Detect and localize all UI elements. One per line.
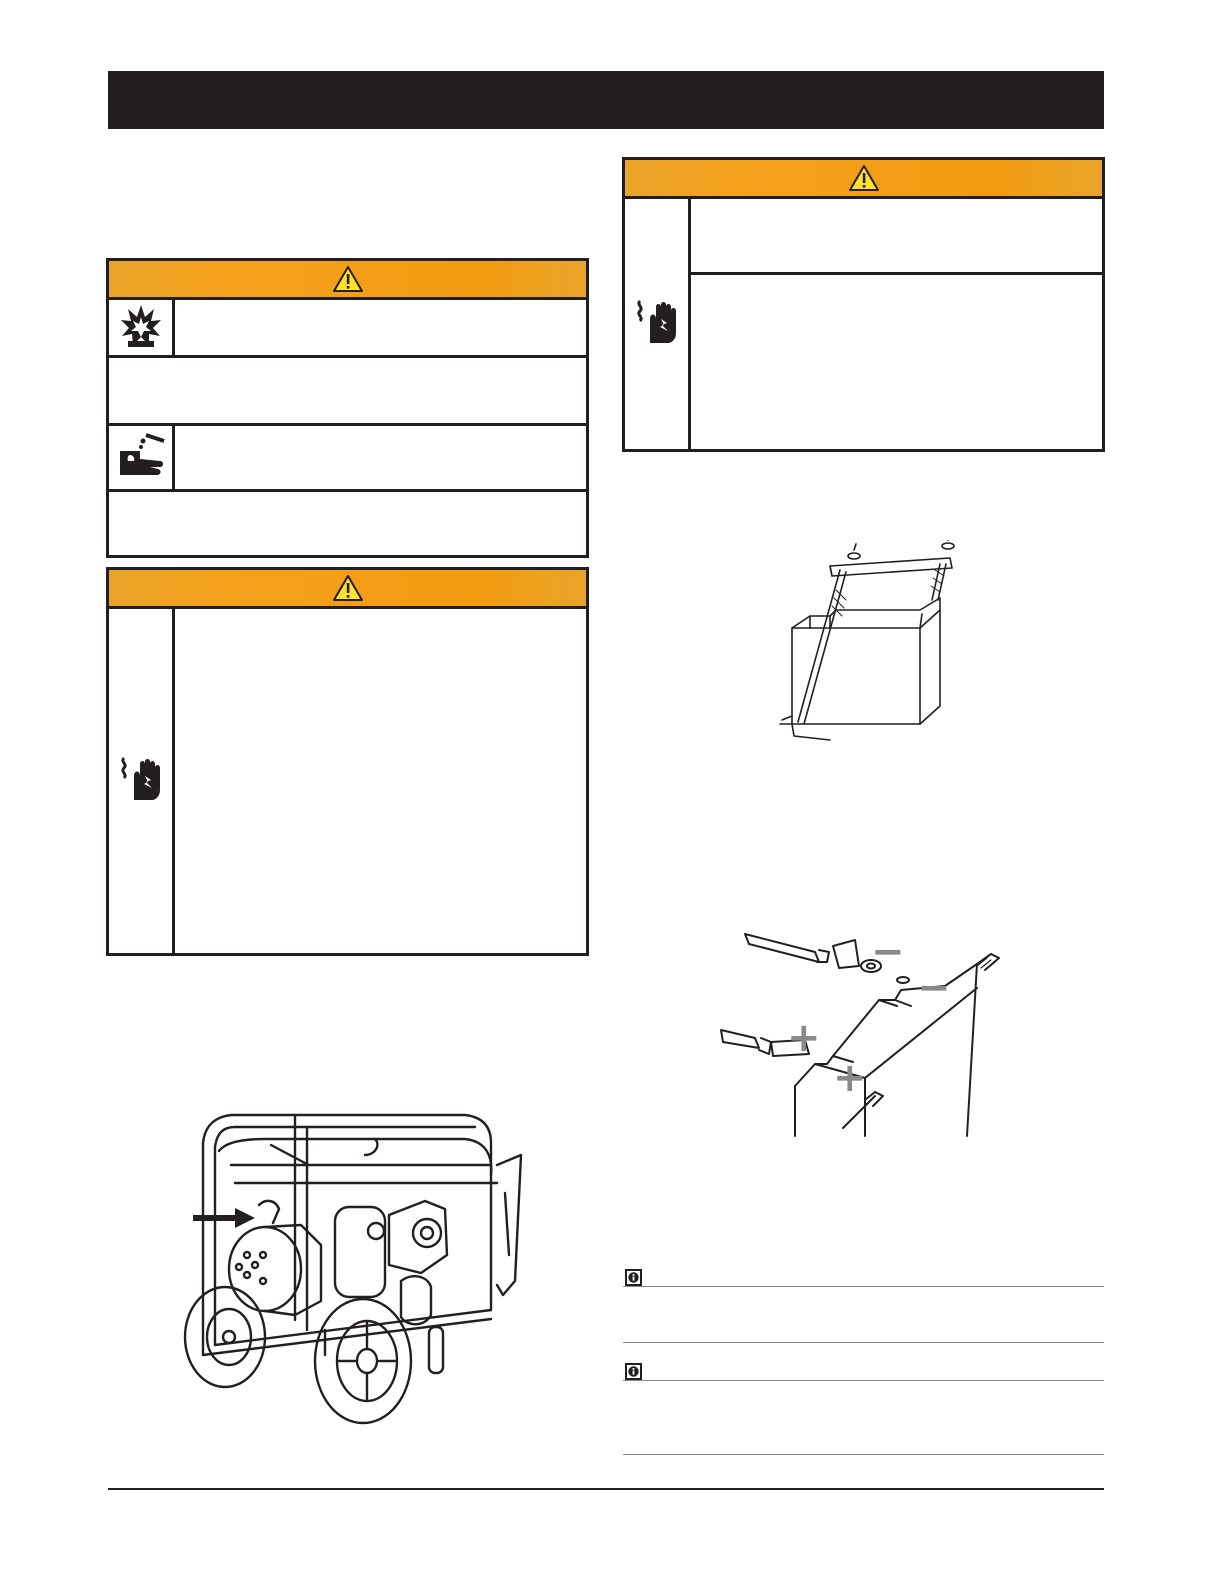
warning-box-explosion (106, 258, 589, 558)
explosion-icon (120, 303, 162, 352)
warning-box-shock-right (622, 157, 1105, 452)
row-divider (109, 423, 586, 426)
section-header-bar (108, 71, 1104, 129)
warning-header (625, 160, 1102, 199)
warning-triangle-icon (332, 574, 364, 602)
positive-label: + (833, 1055, 867, 1101)
location-arrow-icon (193, 1207, 257, 1229)
warning-header (109, 261, 586, 300)
row-divider (691, 272, 1102, 275)
explosion-icon-cell (109, 300, 175, 355)
corrosive-icon-cell (109, 426, 175, 489)
corrosive-hand-icon (116, 431, 166, 484)
note-1 (623, 1268, 1104, 1344)
note-top-rule (623, 1380, 1104, 1381)
note-bottom-rule (623, 1342, 1104, 1343)
info-icon (625, 1363, 642, 1380)
warning-triangle-icon (848, 164, 880, 192)
row-divider (109, 489, 586, 492)
note-2 (623, 1362, 1104, 1456)
note-bottom-rule (623, 1454, 1104, 1455)
positive-label: + (787, 1015, 821, 1061)
negative-label: − (871, 929, 905, 975)
footer-rule (108, 1488, 1104, 1490)
electric-shock-hand-icon (118, 754, 164, 809)
battery-cable-figure (715, 930, 1015, 1140)
electric-shock-hand-icon (634, 297, 680, 352)
info-icon (625, 1269, 642, 1286)
battery-strap-figure (770, 540, 970, 750)
warning-header (109, 570, 586, 609)
warning-triangle-icon (332, 265, 364, 293)
shock-icon-cell (625, 199, 691, 449)
note-top-rule (623, 1286, 1104, 1287)
shock-icon-cell (109, 609, 175, 953)
row-divider (109, 355, 586, 358)
negative-label: − (917, 965, 951, 1011)
generator-figure (175, 1105, 535, 1425)
warning-box-shock (106, 567, 589, 956)
